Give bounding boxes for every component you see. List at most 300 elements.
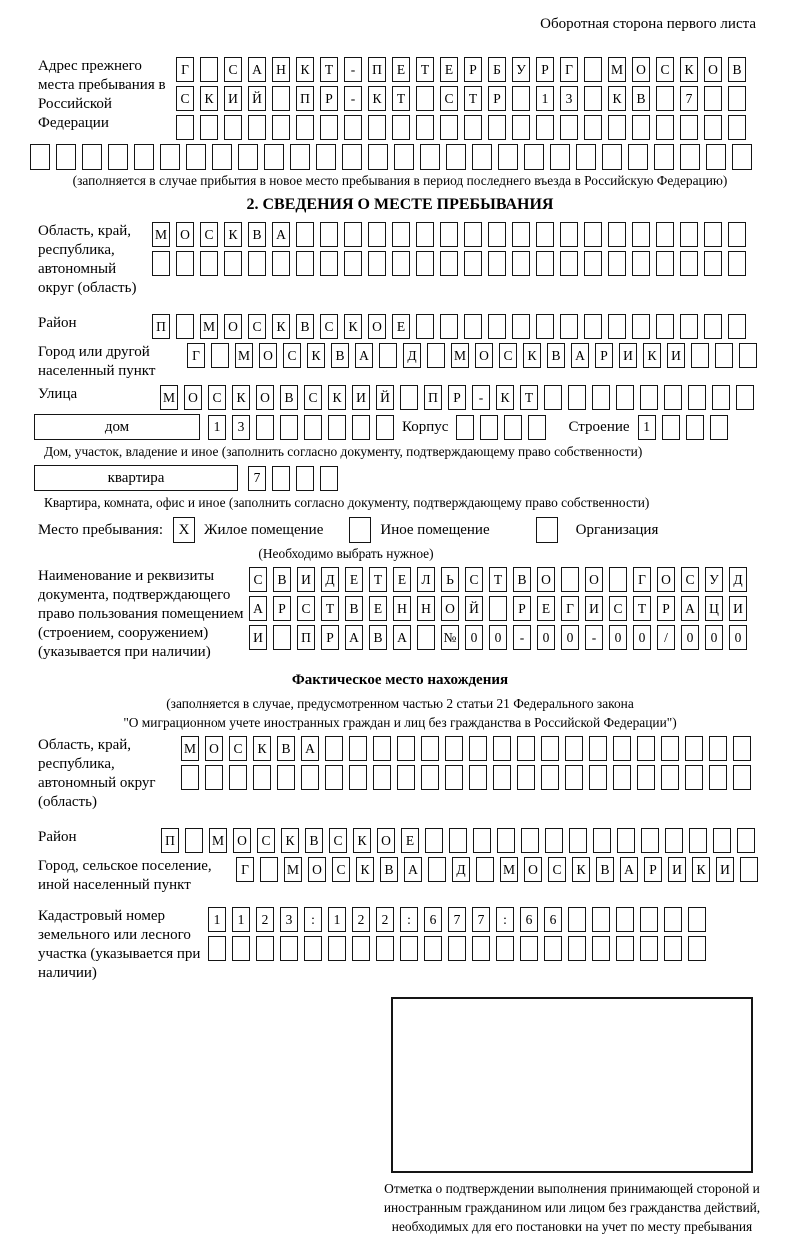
char-cell[interactable]: А: [620, 857, 638, 882]
char-cell[interactable]: О: [524, 857, 542, 882]
char-cell[interactable]: [568, 907, 586, 932]
char-cell[interactable]: [200, 57, 218, 82]
char-cell[interactable]: С: [609, 596, 627, 621]
char-cell[interactable]: И: [729, 596, 747, 621]
char-cell[interactable]: [592, 936, 610, 961]
char-cell[interactable]: В: [305, 828, 323, 853]
char-cell[interactable]: С: [329, 828, 347, 853]
char-cell[interactable]: [584, 314, 602, 339]
char-cell[interactable]: [280, 415, 298, 440]
char-cell[interactable]: Е: [401, 828, 419, 853]
char-cell[interactable]: [628, 144, 648, 170]
char-cell[interactable]: В: [596, 857, 614, 882]
char-cell[interactable]: [504, 415, 522, 440]
char-cell[interactable]: [392, 222, 410, 247]
char-cell[interactable]: С: [283, 343, 301, 368]
char-cell[interactable]: 1: [536, 86, 554, 111]
char-cell[interactable]: 1: [638, 415, 656, 440]
char-cell[interactable]: Р: [536, 57, 554, 82]
checkbox-residential[interactable]: X: [173, 517, 195, 543]
char-cell[interactable]: С: [440, 86, 458, 111]
char-cell[interactable]: [739, 343, 757, 368]
char-cell[interactable]: [688, 385, 706, 410]
char-cell[interactable]: [248, 115, 266, 140]
char-cell[interactable]: Д: [403, 343, 421, 368]
char-cell[interactable]: [420, 144, 440, 170]
char-cell[interactable]: [440, 222, 458, 247]
char-cell[interactable]: К: [353, 828, 371, 853]
char-cell[interactable]: [440, 115, 458, 140]
char-cell[interactable]: И: [297, 567, 315, 592]
char-cell[interactable]: [489, 596, 507, 621]
char-cell[interactable]: [561, 567, 579, 592]
char-cell[interactable]: [469, 736, 487, 761]
char-cell[interactable]: У: [705, 567, 723, 592]
char-cell[interactable]: [256, 415, 274, 440]
char-cell[interactable]: Р: [513, 596, 531, 621]
char-cell[interactable]: [664, 907, 682, 932]
char-cell[interactable]: [616, 907, 634, 932]
char-cell[interactable]: К: [281, 828, 299, 853]
char-cell[interactable]: Г: [236, 857, 254, 882]
char-cell[interactable]: Н: [272, 57, 290, 82]
char-cell[interactable]: [560, 314, 578, 339]
char-cell[interactable]: [496, 936, 514, 961]
char-cell[interactable]: [425, 828, 443, 853]
char-cell[interactable]: М: [152, 222, 170, 247]
char-cell[interactable]: -: [513, 625, 531, 650]
char-cell[interactable]: [152, 251, 170, 276]
char-cell[interactable]: [709, 736, 727, 761]
char-cell[interactable]: В: [277, 736, 295, 761]
char-cell[interactable]: [376, 415, 394, 440]
char-cell[interactable]: О: [368, 314, 386, 339]
char-cell[interactable]: [320, 115, 338, 140]
char-cell[interactable]: В: [296, 314, 314, 339]
char-cell[interactable]: [349, 736, 367, 761]
char-cell[interactable]: И: [668, 857, 686, 882]
char-cell[interactable]: -: [585, 625, 603, 650]
char-cell[interactable]: О: [176, 222, 194, 247]
char-cell[interactable]: [640, 907, 658, 932]
char-cell[interactable]: [733, 736, 751, 761]
char-cell[interactable]: В: [280, 385, 298, 410]
char-cell[interactable]: [709, 765, 727, 790]
char-cell[interactable]: А: [249, 596, 267, 621]
char-cell[interactable]: [400, 936, 418, 961]
char-cell[interactable]: [368, 144, 388, 170]
char-cell[interactable]: К: [496, 385, 514, 410]
char-cell[interactable]: [656, 222, 674, 247]
char-cell[interactable]: [584, 222, 602, 247]
char-cell[interactable]: [737, 828, 755, 853]
char-cell[interactable]: [685, 736, 703, 761]
char-cell[interactable]: [416, 86, 434, 111]
char-cell[interactable]: [488, 115, 506, 140]
char-cell[interactable]: -: [472, 385, 490, 410]
char-cell[interactable]: [256, 936, 274, 961]
char-cell[interactable]: [280, 936, 298, 961]
char-cell[interactable]: [176, 314, 194, 339]
char-cell[interactable]: [211, 343, 229, 368]
char-cell[interactable]: [632, 314, 650, 339]
char-cell[interactable]: [640, 385, 658, 410]
char-cell[interactable]: К: [296, 57, 314, 82]
char-cell[interactable]: [272, 115, 290, 140]
char-cell[interactable]: [342, 144, 362, 170]
char-cell[interactable]: [200, 251, 218, 276]
char-cell[interactable]: 0: [489, 625, 507, 650]
char-cell[interactable]: [713, 828, 731, 853]
char-cell[interactable]: №: [441, 625, 459, 650]
char-cell[interactable]: 0: [537, 625, 555, 650]
char-cell[interactable]: Л: [417, 567, 435, 592]
char-cell[interactable]: [613, 765, 631, 790]
char-cell[interactable]: 0: [561, 625, 579, 650]
char-cell[interactable]: [560, 115, 578, 140]
char-cell[interactable]: [397, 736, 415, 761]
char-cell[interactable]: [320, 466, 338, 491]
char-cell[interactable]: [568, 936, 586, 961]
char-cell[interactable]: [296, 251, 314, 276]
char-cell[interactable]: [349, 765, 367, 790]
char-cell[interactable]: К: [307, 343, 325, 368]
char-cell[interactable]: [704, 86, 722, 111]
char-cell[interactable]: Г: [560, 57, 578, 82]
char-cell[interactable]: 0: [609, 625, 627, 650]
char-cell[interactable]: [550, 144, 570, 170]
char-cell[interactable]: [352, 936, 370, 961]
char-cell[interactable]: М: [181, 736, 199, 761]
char-cell[interactable]: [208, 936, 226, 961]
char-cell[interactable]: [512, 222, 530, 247]
char-cell[interactable]: [544, 385, 562, 410]
char-cell[interactable]: [181, 765, 199, 790]
char-cell[interactable]: К: [523, 343, 541, 368]
char-cell[interactable]: [654, 144, 674, 170]
char-cell[interactable]: [617, 828, 635, 853]
char-cell[interactable]: [416, 314, 434, 339]
char-cell[interactable]: [469, 765, 487, 790]
char-cell[interactable]: 7: [248, 466, 266, 491]
char-cell[interactable]: Й: [465, 596, 483, 621]
char-cell[interactable]: Т: [369, 567, 387, 592]
char-cell[interactable]: [541, 765, 559, 790]
char-cell[interactable]: [569, 828, 587, 853]
char-cell[interactable]: В: [513, 567, 531, 592]
char-cell[interactable]: [680, 144, 700, 170]
char-cell[interactable]: 1: [232, 907, 250, 932]
char-cell[interactable]: [704, 251, 722, 276]
char-cell[interactable]: [290, 144, 310, 170]
char-cell[interactable]: М: [500, 857, 518, 882]
char-cell[interactable]: [512, 251, 530, 276]
char-cell[interactable]: А: [248, 57, 266, 82]
char-cell[interactable]: Т: [520, 385, 538, 410]
char-cell[interactable]: 3: [280, 907, 298, 932]
char-cell[interactable]: [344, 115, 362, 140]
char-cell[interactable]: [488, 314, 506, 339]
char-cell[interactable]: Р: [320, 86, 338, 111]
char-cell[interactable]: К: [328, 385, 346, 410]
char-cell[interactable]: [728, 314, 746, 339]
char-cell[interactable]: [272, 86, 290, 111]
char-cell[interactable]: [498, 144, 518, 170]
char-cell[interactable]: [637, 736, 655, 761]
char-cell[interactable]: П: [297, 625, 315, 650]
char-cell[interactable]: [517, 736, 535, 761]
char-cell[interactable]: 0: [681, 625, 699, 650]
char-cell[interactable]: А: [681, 596, 699, 621]
char-cell[interactable]: М: [235, 343, 253, 368]
char-cell[interactable]: К: [253, 736, 271, 761]
char-cell[interactable]: М: [284, 857, 302, 882]
char-cell[interactable]: А: [393, 625, 411, 650]
char-cell[interactable]: [680, 115, 698, 140]
char-cell[interactable]: [608, 251, 626, 276]
char-cell[interactable]: В: [369, 625, 387, 650]
char-cell[interactable]: [328, 936, 346, 961]
char-cell[interactable]: [304, 936, 322, 961]
char-cell[interactable]: О: [441, 596, 459, 621]
char-cell[interactable]: [464, 314, 482, 339]
char-cell[interactable]: Е: [392, 57, 410, 82]
char-cell[interactable]: [440, 314, 458, 339]
char-cell[interactable]: И: [667, 343, 685, 368]
char-cell[interactable]: [368, 115, 386, 140]
char-cell[interactable]: 1: [328, 907, 346, 932]
char-cell[interactable]: [576, 144, 596, 170]
char-cell[interactable]: В: [728, 57, 746, 82]
char-cell[interactable]: [373, 736, 391, 761]
char-cell[interactable]: О: [256, 385, 274, 410]
char-cell[interactable]: С: [656, 57, 674, 82]
char-cell[interactable]: И: [224, 86, 242, 111]
char-cell[interactable]: П: [296, 86, 314, 111]
char-cell[interactable]: [740, 857, 758, 882]
char-cell[interactable]: И: [249, 625, 267, 650]
char-cell[interactable]: Е: [392, 314, 410, 339]
char-cell[interactable]: [512, 86, 530, 111]
char-cell[interactable]: [689, 828, 707, 853]
char-cell[interactable]: С: [248, 314, 266, 339]
char-cell[interactable]: К: [224, 222, 242, 247]
char-cell[interactable]: 6: [544, 907, 562, 932]
char-cell[interactable]: 0: [633, 625, 651, 650]
char-cell[interactable]: [488, 222, 506, 247]
char-cell[interactable]: [440, 251, 458, 276]
char-cell[interactable]: [584, 251, 602, 276]
char-cell[interactable]: Н: [393, 596, 411, 621]
char-cell[interactable]: [728, 86, 746, 111]
char-cell[interactable]: [176, 251, 194, 276]
char-cell[interactable]: М: [200, 314, 218, 339]
char-cell[interactable]: С: [297, 596, 315, 621]
char-cell[interactable]: [691, 343, 709, 368]
char-cell[interactable]: [712, 385, 730, 410]
char-cell[interactable]: [656, 251, 674, 276]
char-cell[interactable]: Р: [464, 57, 482, 82]
char-cell[interactable]: [521, 828, 539, 853]
char-cell[interactable]: П: [368, 57, 386, 82]
char-cell[interactable]: [656, 314, 674, 339]
char-cell[interactable]: [497, 828, 515, 853]
char-cell[interactable]: Е: [440, 57, 458, 82]
char-cell[interactable]: [710, 415, 728, 440]
char-cell[interactable]: [528, 415, 546, 440]
char-cell[interactable]: [488, 251, 506, 276]
char-cell[interactable]: Г: [561, 596, 579, 621]
char-cell[interactable]: [584, 115, 602, 140]
char-cell[interactable]: [200, 115, 218, 140]
char-cell[interactable]: [253, 765, 271, 790]
char-cell[interactable]: Т: [321, 596, 339, 621]
char-cell[interactable]: [632, 251, 650, 276]
checkbox-other-premises[interactable]: [349, 517, 371, 543]
char-cell[interactable]: Ь: [441, 567, 459, 592]
char-cell[interactable]: К: [232, 385, 250, 410]
char-cell[interactable]: [108, 144, 128, 170]
char-cell[interactable]: [640, 936, 658, 961]
char-cell[interactable]: [445, 736, 463, 761]
char-cell[interactable]: [376, 936, 394, 961]
char-cell[interactable]: [260, 857, 278, 882]
char-cell[interactable]: О: [233, 828, 251, 853]
char-cell[interactable]: [545, 828, 563, 853]
char-cell[interactable]: Т: [416, 57, 434, 82]
char-cell[interactable]: [320, 222, 338, 247]
char-cell[interactable]: Т: [489, 567, 507, 592]
char-cell[interactable]: [301, 765, 319, 790]
char-cell[interactable]: П: [152, 314, 170, 339]
char-cell[interactable]: [464, 222, 482, 247]
char-cell[interactable]: [704, 314, 722, 339]
char-cell[interactable]: [493, 736, 511, 761]
char-cell[interactable]: Р: [595, 343, 613, 368]
char-cell[interactable]: [536, 251, 554, 276]
char-cell[interactable]: [704, 115, 722, 140]
char-cell[interactable]: [560, 251, 578, 276]
char-cell[interactable]: [320, 251, 338, 276]
char-cell[interactable]: [656, 115, 674, 140]
char-cell[interactable]: 7: [448, 907, 466, 932]
char-cell[interactable]: О: [184, 385, 202, 410]
char-cell[interactable]: К: [272, 314, 290, 339]
char-cell[interactable]: С: [332, 857, 350, 882]
char-cell[interactable]: Р: [488, 86, 506, 111]
char-cell[interactable]: К: [356, 857, 374, 882]
char-cell[interactable]: 3: [232, 415, 250, 440]
char-cell[interactable]: [160, 144, 180, 170]
char-cell[interactable]: [344, 251, 362, 276]
char-cell[interactable]: Р: [273, 596, 291, 621]
char-cell[interactable]: А: [404, 857, 422, 882]
char-cell[interactable]: [609, 567, 627, 592]
char-cell[interactable]: С: [548, 857, 566, 882]
char-cell[interactable]: [584, 86, 602, 111]
char-cell[interactable]: О: [259, 343, 277, 368]
char-cell[interactable]: [616, 936, 634, 961]
char-cell[interactable]: [448, 936, 466, 961]
char-cell[interactable]: [608, 314, 626, 339]
char-cell[interactable]: [224, 115, 242, 140]
char-cell[interactable]: [186, 144, 206, 170]
char-cell[interactable]: С: [304, 385, 322, 410]
char-cell[interactable]: А: [272, 222, 290, 247]
char-cell[interactable]: -: [344, 57, 362, 82]
char-cell[interactable]: [416, 251, 434, 276]
char-cell[interactable]: К: [344, 314, 362, 339]
char-cell[interactable]: [728, 222, 746, 247]
char-cell[interactable]: [212, 144, 232, 170]
char-cell[interactable]: [565, 736, 583, 761]
char-cell[interactable]: [493, 765, 511, 790]
char-cell[interactable]: С: [176, 86, 194, 111]
char-cell[interactable]: [56, 144, 76, 170]
char-cell[interactable]: О: [585, 567, 603, 592]
char-cell[interactable]: [394, 144, 414, 170]
char-cell[interactable]: 6: [520, 907, 538, 932]
char-cell[interactable]: [589, 736, 607, 761]
char-cell[interactable]: 1: [208, 415, 226, 440]
char-cell[interactable]: -: [344, 86, 362, 111]
char-cell[interactable]: 0: [705, 625, 723, 650]
char-cell[interactable]: :: [400, 907, 418, 932]
char-cell[interactable]: [664, 936, 682, 961]
char-cell[interactable]: [680, 314, 698, 339]
char-cell[interactable]: [421, 736, 439, 761]
char-cell[interactable]: В: [380, 857, 398, 882]
char-cell[interactable]: [517, 765, 535, 790]
char-cell[interactable]: [706, 144, 726, 170]
char-cell[interactable]: Р: [321, 625, 339, 650]
char-cell[interactable]: С: [465, 567, 483, 592]
char-cell[interactable]: В: [248, 222, 266, 247]
char-cell[interactable]: 6: [424, 907, 442, 932]
char-cell[interactable]: К: [692, 857, 710, 882]
char-cell[interactable]: С: [224, 57, 242, 82]
char-cell[interactable]: В: [273, 567, 291, 592]
char-cell[interactable]: [238, 144, 258, 170]
char-cell[interactable]: С: [257, 828, 275, 853]
char-cell[interactable]: [428, 857, 446, 882]
char-cell[interactable]: [277, 765, 295, 790]
char-cell[interactable]: [325, 765, 343, 790]
char-cell[interactable]: [733, 765, 751, 790]
char-cell[interactable]: [664, 385, 682, 410]
char-cell[interactable]: [304, 415, 322, 440]
char-cell[interactable]: [472, 936, 490, 961]
char-cell[interactable]: О: [308, 857, 326, 882]
char-cell[interactable]: [379, 343, 397, 368]
char-cell[interactable]: [544, 936, 562, 961]
char-cell[interactable]: [661, 765, 679, 790]
char-cell[interactable]: К: [643, 343, 661, 368]
char-cell[interactable]: Г: [176, 57, 194, 82]
char-cell[interactable]: [736, 385, 754, 410]
char-cell[interactable]: К: [572, 857, 590, 882]
char-cell[interactable]: [536, 314, 554, 339]
char-cell[interactable]: Г: [187, 343, 205, 368]
char-cell[interactable]: [632, 115, 650, 140]
char-cell[interactable]: [373, 765, 391, 790]
char-cell[interactable]: В: [632, 86, 650, 111]
char-cell[interactable]: [205, 765, 223, 790]
char-cell[interactable]: [704, 222, 722, 247]
char-cell[interactable]: Й: [376, 385, 394, 410]
char-cell[interactable]: [536, 115, 554, 140]
char-cell[interactable]: [584, 57, 602, 82]
